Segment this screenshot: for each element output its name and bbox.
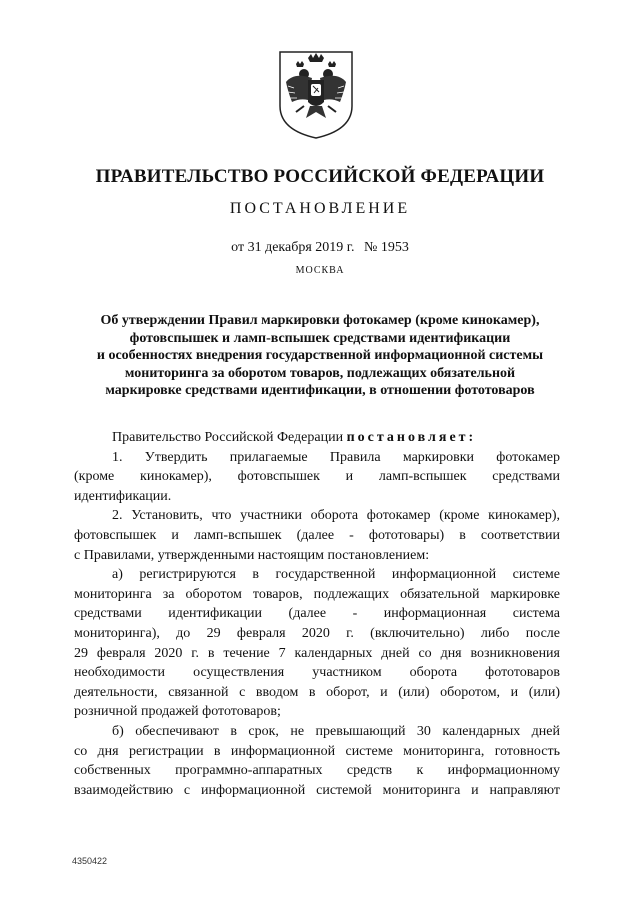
- body-line: собственных программно-аппаратных средств к информационному: [74, 763, 560, 779]
- body-line: с Правилами, утвержденными настоящим постановлением:: [74, 547, 430, 563]
- body-line: деятельности, связанной с вводом в оборот, и (или) оборотом, и (или): [74, 684, 560, 700]
- body-line: идентификации.: [74, 488, 172, 504]
- body-line: 29 февраля 2020 г. в течение 7 календарных дней со дня возникновения: [74, 645, 560, 661]
- date-prefix: от: [231, 240, 245, 255]
- body-line: взаимодействию с информационной системой мониторинга и направляют: [74, 782, 560, 798]
- heading-line: фотовспышек и ламп-вспышек средствами идентификации: [129, 330, 511, 346]
- body-line: 1. Утвердить прилагаемые Правила маркировки фотокамер: [112, 449, 560, 465]
- date-number-line: [0, 240, 640, 256]
- document-code: 4350422: [72, 856, 108, 866]
- russian-coat-of-arms-icon: [274, 48, 358, 140]
- body-line: фотовспышек и ламп-вспышек (далее - фототовары) в соответствии: [74, 527, 560, 543]
- heading-line: мониторинга за оборотом товаров, подлежащих обязательной: [124, 365, 516, 381]
- body-line: а) регистрируются в государственной информационной системе: [112, 567, 560, 583]
- intro-line: [74, 428, 560, 448]
- body-line: со дня регистрации в информационной системе мониторинга, готовность: [74, 743, 560, 759]
- government-title: ПРАВИТЕЛЬСТВО РОССИЙСКОЙ ФЕДЕРАЦИИ: [95, 166, 545, 187]
- heading-line: маркировке средствами идентификации, в отношении фототоваров: [105, 383, 535, 398]
- document-number: 1953: [380, 240, 409, 255]
- heading-line: и особенностях внедрения государственной информационной системы: [96, 348, 544, 363]
- city: МОСКВА: [295, 265, 345, 276]
- intro-prefix: Правительство Российской Федерации: [112, 430, 344, 445]
- document-body: [74, 428, 560, 800]
- body-line: необходимости осуществления участником оборота фототоваров: [74, 665, 560, 681]
- body-line: розничной продажей фототоваров;: [74, 704, 281, 720]
- heading-line: Об утверждении Правил маркировки фотокамер (кроме кинокамер),: [100, 313, 540, 328]
- document-date: 31 декабря 2019 г.: [247, 240, 355, 255]
- number-sign: №: [363, 240, 378, 255]
- document-type: ПОСТАНОВЛЕНИЕ: [229, 200, 411, 217]
- body-line: средствами идентификации (далее - информационная система: [74, 606, 560, 622]
- body-line: (кроме кинокамер), фотовспышек и ламп-вспышек средствами: [74, 469, 560, 485]
- intro-verb: постановляет:: [346, 430, 477, 445]
- body-line: 2. Установить, что участники оборота фотокамер (кроме кинокамер),: [112, 508, 560, 524]
- body-line: мониторинга за оборотом товаров, подлежащих обязательной маркировке: [74, 586, 560, 602]
- body-line: мониторинга), до 29 февраля 2020 г. (включительно) либо после: [74, 625, 560, 641]
- document-heading: [70, 312, 570, 400]
- body-line: б) обеспечивают в срок, не превышающий 30 календарных дней: [112, 723, 560, 739]
